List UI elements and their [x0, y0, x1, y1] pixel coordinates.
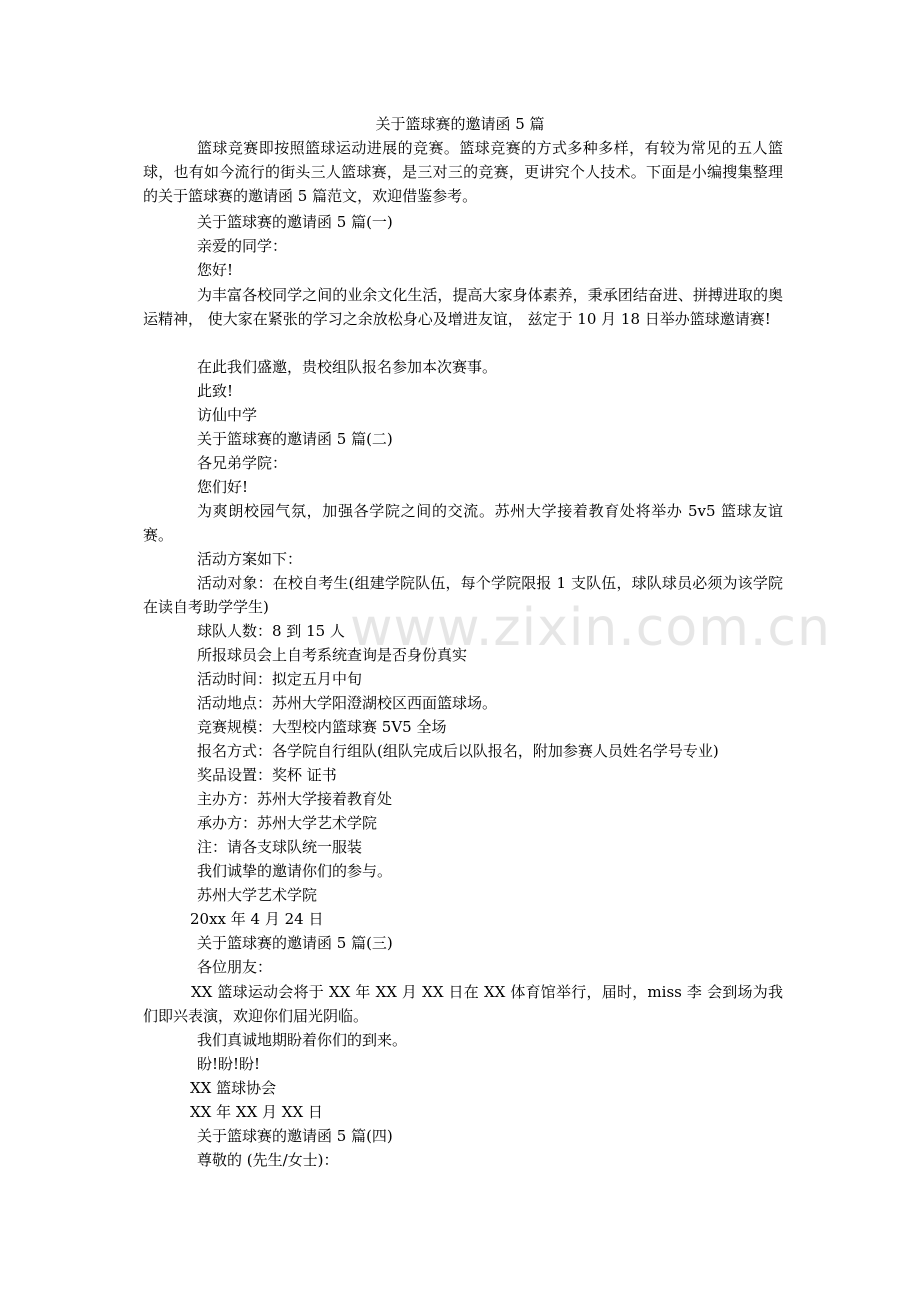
- section-4-heading: 关于篮球赛的邀请函 5 篇(四): [197, 1127, 393, 1145]
- section-3-await: 我们真诚地期盼着你们的到来。: [197, 1031, 408, 1049]
- section-3-heading: 关于篮球赛的邀请函 5 篇(三): [197, 934, 393, 952]
- section-2-salutation: 各兄弟学院：: [197, 454, 288, 472]
- section-2-verify: 所报球员会上自考系统查询是否身份真实: [197, 646, 468, 664]
- section-2-note: 注：请各支球队统一服装: [197, 838, 363, 856]
- section-2-date: 20xx 年 4 月 24 日: [190, 910, 324, 928]
- section-2-plan: 活动方案如下：: [197, 550, 303, 568]
- document-title: 关于篮球赛的邀请函 5 篇: [375, 115, 545, 133]
- section-2-organizer: 承办方：苏州大学艺术学院: [197, 814, 378, 832]
- section-3-date: XX 年 XX 月 XX 日: [190, 1103, 323, 1121]
- section-2-host: 主办方：苏州大学接着教育处: [197, 790, 393, 808]
- section-2-body: 为爽朗校园气氛，加强各学院之间的交流。苏州大学接着教育处将举办 5v5 篮球友谊赛。: [143, 502, 783, 544]
- section-3-body: XX 篮球运动会将于 XX 年 XX 月 XX 日在 XX 体育馆举行，届时，miss 李 会到场为我们即兴表演，欢迎你们届光阴临。: [143, 983, 783, 1025]
- section-1-greeting: 您好!: [197, 261, 234, 279]
- section-2-greeting: 您们好!: [197, 478, 249, 496]
- section-1-signature: 访仙中学: [197, 406, 258, 424]
- section-2-scale: 竞赛规模：大型校内篮球赛 5V5 全场: [197, 718, 447, 736]
- section-2-place: 活动地点：苏州大学阳澄湖校区西面篮球场。: [197, 694, 498, 712]
- section-1-invite: 在此我们盛邀，贵校组队报名参加本次赛事。: [197, 358, 498, 376]
- section-2-signature: 苏州大学艺术学院: [197, 886, 318, 904]
- section-4-salutation: 尊敬的 (先生/女士)：: [197, 1151, 339, 1169]
- intro-paragraph: 篮球竞赛即按照篮球运动进展的竞赛。篮球竞赛的方式多种多样，有较为常见的五人篮球，也有如今流行的街头三人篮球赛，是三对三的竞赛，更讲究个人技术。下面是小编搜集整理的关于篮球赛的邀请函 5 篇范文，欢迎借鉴参考。: [143, 139, 783, 205]
- section-2-team-size: 球队人数：8 到 15 人: [197, 622, 345, 640]
- section-2-signup: 报名方式：各学院自行组队(组队完成后以队报名，附加参赛人员姓名学号专业): [197, 742, 719, 760]
- section-2-time: 活动时间：拟定五月中旬: [197, 670, 363, 688]
- section-1-closing: 此致!: [197, 382, 234, 400]
- section-1-salutation: 亲爱的同学：: [197, 237, 288, 255]
- watermark: www.zixin.com.cn: [350, 598, 831, 658]
- section-3-cheer: 盼!盼!盼!: [197, 1055, 261, 1073]
- section-2-prizes: 奖品设置：奖杯 证书: [197, 766, 337, 784]
- section-1-body: 为丰富各校同学之间的业余文化生活，提高大家身体素养，秉承团结奋进、拼搏进取的奥运精神， 使大家在紧张的学习之余放松身心及增进友谊， 兹定于 10 月 18 日举办篮球邀请赛!: [143, 286, 783, 328]
- section-3-salutation: 各位朋友：: [197, 958, 273, 976]
- section-2-sincere: 我们诚挚的邀请你们的参与。: [197, 862, 393, 880]
- section-3-signature: XX 篮球协会: [190, 1079, 277, 1097]
- section-2-heading: 关于篮球赛的邀请函 5 篇(二): [197, 430, 393, 448]
- section-2-target: 活动对象：在校自考生(组建学院队伍，每个学院限报 1 支队伍，球队球员必须为该学院在读自考助学学生): [143, 574, 783, 616]
- section-1-heading: 关于篮球赛的邀请函 5 篇(一): [197, 213, 393, 231]
